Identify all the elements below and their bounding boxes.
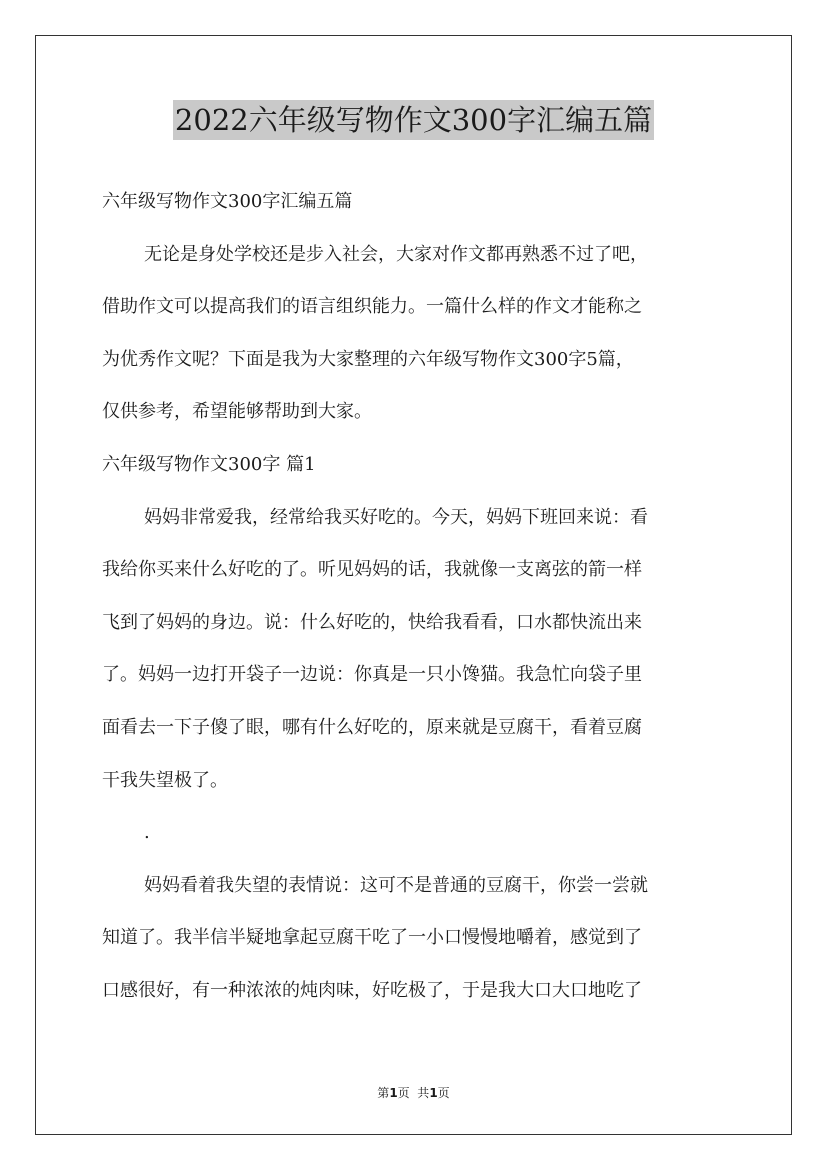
paragraph-line: 了。妈妈一边打开袋子一边说：你真是一只小馋猫。我急忙向袋子里 (102, 664, 642, 686)
paragraph-line: 妈妈非常爱我，经常给我买好吃的。今天，妈妈下班回来说：看 (144, 506, 648, 528)
footer-page-number: 1 (389, 1086, 398, 1100)
dot-marker: . (144, 822, 150, 844)
intro-line: 仅供参考，希望能够帮助到大家。 (102, 401, 372, 423)
paragraph-line: 飞到了妈妈的身边。说：什么好吃的，快给我看看，口水都快流出来 (102, 611, 642, 633)
intro-line: 无论是身处学校还是步入社会，大家对作文都再熟悉不过了吧， (144, 243, 648, 265)
footer-page-suffix: 页 共 (397, 1086, 430, 1100)
title-container (0, 100, 827, 140)
document-title: 2022六年级写物作文300字汇编五篇 (173, 100, 654, 140)
paragraph-line: 妈妈看着我失望的表情说：这可不是普通的豆腐干，你尝一尝就 (144, 874, 648, 896)
footer-total-suffix: 页 (437, 1086, 450, 1100)
section-heading: 六年级写物作文300字 篇1 (102, 453, 316, 475)
footer-total-pages: 1 (429, 1086, 438, 1100)
paragraph-line: 口感很好，有一种浓浓的炖肉味，好吃极了，于是我大口大口地吃了 (102, 979, 642, 1001)
paragraph-line: 知道了。我半信半疑地拿起豆腐干吃了一小口慢慢地嚼着，感觉到了 (102, 927, 642, 949)
paragraph-line: 干我失望极了。 (102, 769, 228, 791)
subtitle: 六年级写物作文300字汇编五篇 (102, 191, 353, 212)
paragraph-line: 面看去一下子傻了眼，哪有什么好吃的，原来就是豆腐干，看着豆腐 (102, 716, 642, 738)
paragraph-line: 我给你买来什么好吃的了。听见妈妈的话，我就像一支离弦的箭一样 (102, 559, 642, 581)
intro-line: 为优秀作文呢？下面是我为大家整理的六年级写物作文300字5篇， (102, 348, 634, 370)
document-body (102, 176, 730, 1018)
intro-line: 借助作文可以提高我们的语言组织能力。一篇什么样的作文才能称之 (102, 296, 642, 318)
footer-prefix: 第 (377, 1086, 390, 1100)
page-footer (0, 1084, 827, 1101)
